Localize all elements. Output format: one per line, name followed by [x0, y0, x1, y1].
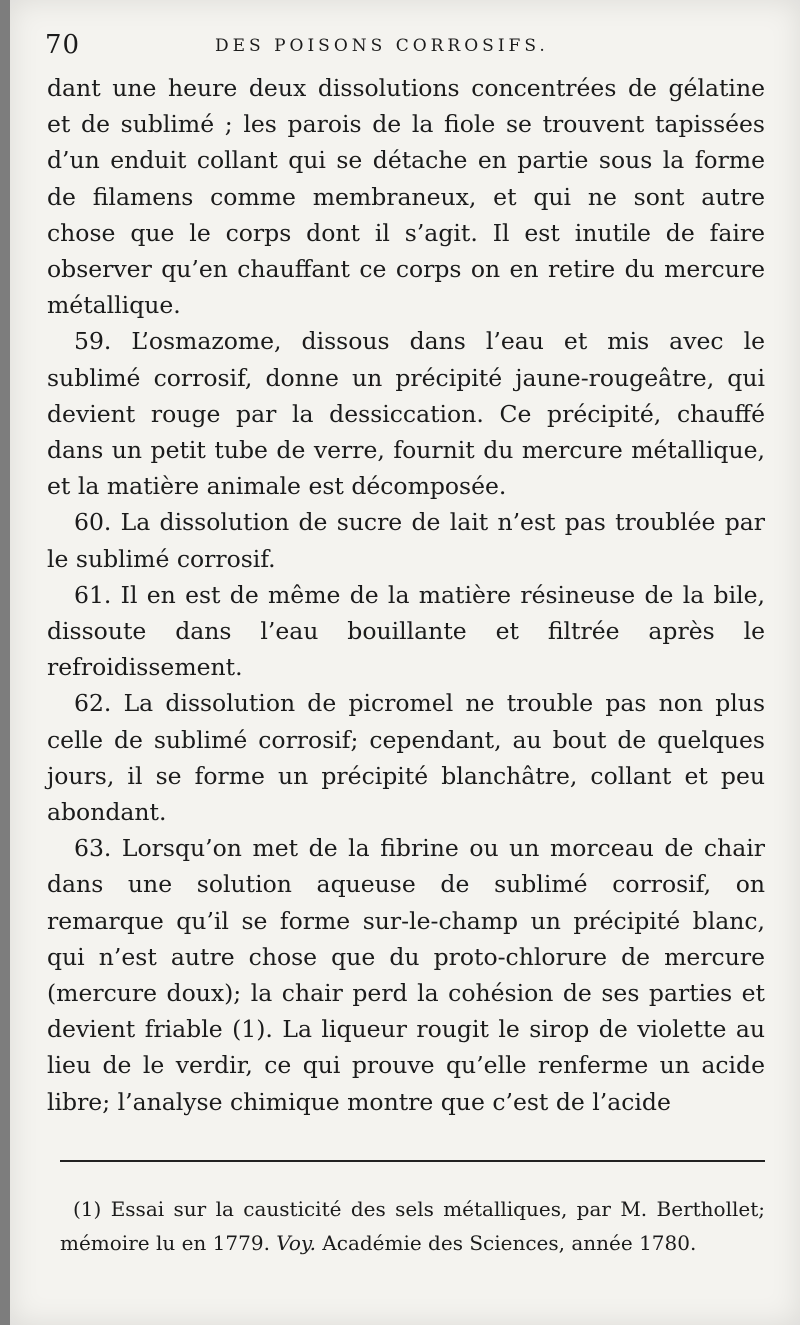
footnote-part-2: Académie des Sciences, année 1780.	[322, 1231, 697, 1255]
page-header	[45, 30, 775, 66]
page-number: 70	[45, 30, 81, 60]
paragraph-63: 63. Lorsqu’on met de la fibrine ou un morceau de chair dans une solution aqueuse de sublimé corrosif, on remarque qu’il se forme sur-le-champ un précipité blanc, qui n’est autre chose que du proto-chlorure de mercure (mercure doux); la chair perd la cohésion de ses parties et devient friable (1). La liqueur rougit le sirop de violette au lieu de le verdir, ce qui prouve qu’elle renferme un acide libre; l’analyse chimique montre que c’est de l’acide	[47, 834, 765, 1116]
footnote-voy: Voy.	[276, 1231, 316, 1255]
footnote-rule	[60, 1160, 765, 1162]
running-title: DES POISONS CORROSIFS.	[215, 36, 549, 56]
paragraph-59: 59. L’osmazome, dissous dans l’eau et mis avec le sublimé corrosif, donne un précipité jaune-rougeâtre, qui devient rouge par la dessiccation. Ce précipité, chauffé dans un petit tube de verre, fournit du mercure métallique, et la matière animale est décomposée.	[47, 327, 765, 501]
paragraph-60: 60. La dissolution de sucre de lait n’est pas troublée par le sublimé corrosif.	[47, 508, 765, 573]
body-text	[47, 70, 765, 1120]
footnote-text	[60, 1192, 765, 1260]
footnote-part-1: (1) Essai sur la causticité des sels métalliques, par M. Berthollet; mémoire lu en 1779.	[60, 1197, 765, 1255]
paragraph-continuation: dant une heure deux dissolutions concentrées de gélatine et de sublimé ; les parois de la fiole se trouvent tapissées d’un enduit collant qui se détache en partie sous la forme de filamens comme membraneux, et qui ne sont autre chose que le corps dont il s’agit. Il est inutile de faire observer qu’en chauffant ce corps on en retire du mercure métallique.	[47, 74, 765, 320]
book-page	[10, 0, 800, 1325]
paragraph-61: 61. Il en est de même de la matière résineuse de la bile, dissoute dans l’eau bouillante et filtrée après le refroidissement.	[47, 580, 765, 682]
paragraph-62: 62. La dissolution de picromel ne trouble pas non plus celle de sublimé corrosif; cependant, au bout de quelques jours, il se forme un précipité blanchâtre, collant et peu abondant.	[47, 689, 765, 827]
footnote	[60, 1192, 765, 1260]
